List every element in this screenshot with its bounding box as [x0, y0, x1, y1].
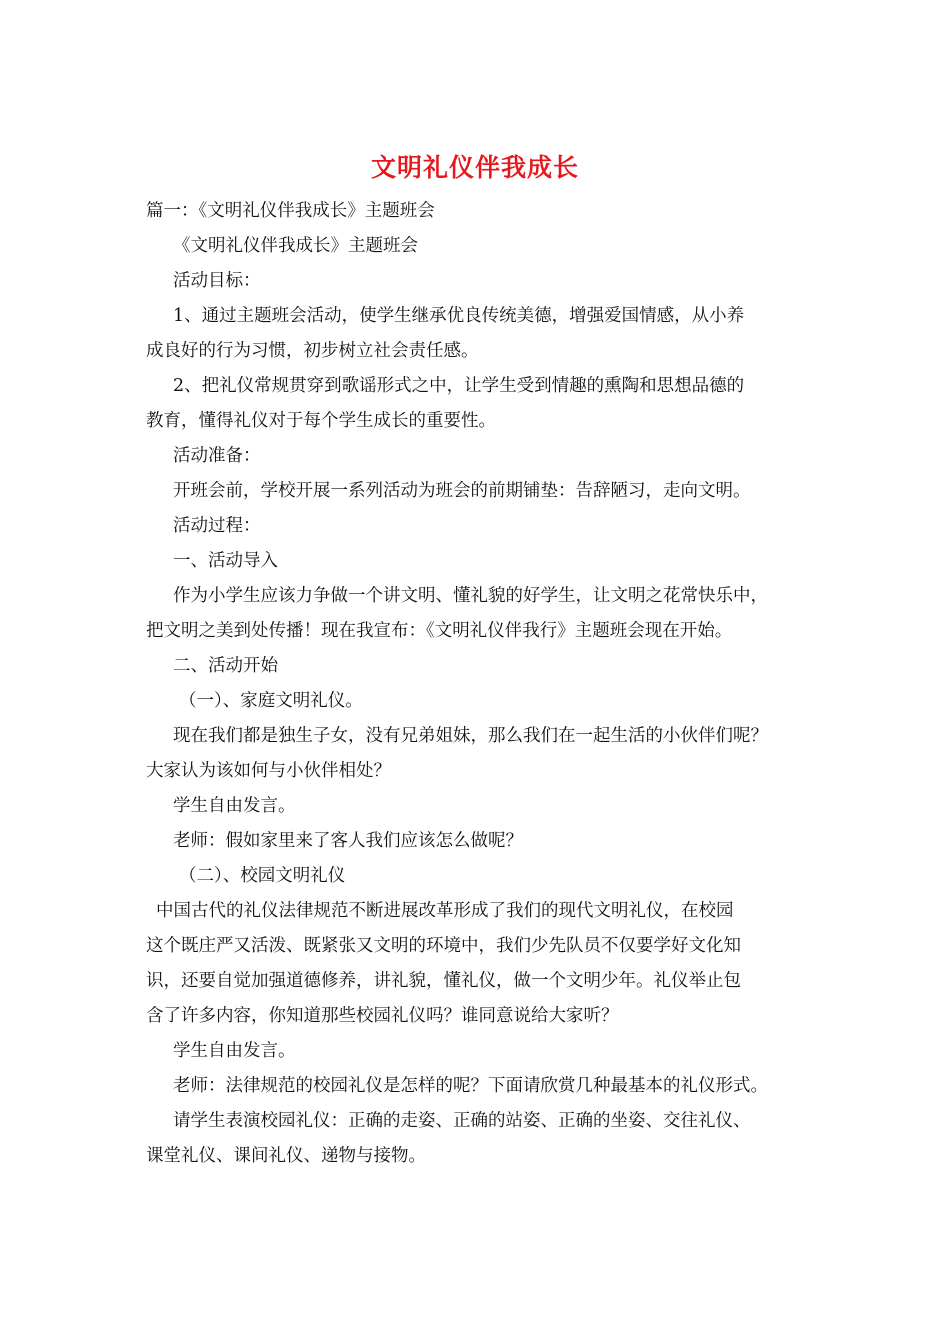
paragraph-line: 大家认为该如何与小伙伴相处？: [146, 761, 391, 781]
paragraph-line: 开班会前，学校开展一系列活动为班会的前期铺垫：告辞陋习，走向文明。: [173, 481, 751, 501]
paragraph-line: 学生自由发言。: [173, 796, 296, 816]
paragraph-line: 一、活动导入: [173, 551, 278, 571]
paragraph-line: 这个既庄严又活泼、既紧张又文明的环境中，我们少先队员不仅要学好文化知: [146, 936, 741, 956]
paragraph-line: 2、把礼仪常规贯穿到歌谣形式之中，让学生受到情趣的熏陶和思想品德的: [173, 376, 745, 396]
paragraph-line: 识，还要自觉加强道德修养，讲礼貌，懂礼仪，做一个文明少年。礼仪举止包: [146, 971, 741, 991]
paragraph-line: （一）、家庭文明礼仪。: [179, 691, 363, 711]
document-body: [146, 194, 836, 1174]
paragraph-line: 学生自由发言。: [173, 1041, 296, 1061]
paragraph-line: 1、通过主题班会活动，使学生继承优良传统美德，增强爱国情感，从小养: [173, 306, 745, 326]
document-title: 文明礼仪伴我成长: [370, 153, 579, 182]
section-heading: 篇一：《文明礼仪伴我成长》主题班会: [146, 201, 435, 221]
paragraph-line: 老师：假如家里来了客人我们应该怎么做呢？: [173, 831, 523, 851]
paragraph-line: 把文明之美到处传播！现在我宣布：《文明礼仪伴我行》主题班会现在开始。: [146, 621, 733, 641]
paragraph-line: 二、活动开始: [173, 656, 278, 676]
subtitle-line: 《文明礼仪伴我成长》主题班会: [173, 236, 418, 256]
paragraph-line: 课堂礼仪、课间礼仪、递物与接物。: [146, 1146, 426, 1166]
paragraph-line: 含了许多内容，你知道那些校园礼仪吗？谁同意说给大家听？: [146, 1006, 619, 1026]
paragraph-line: 老师：法律规范的校园礼仪是怎样的呢？下面请欣赏几种最基本的礼仪形式。: [173, 1076, 768, 1096]
paragraph-line: 作为小学生应该力争做一个讲文明、懂礼貌的好学生，让文明之花常快乐中，: [173, 586, 768, 606]
paragraph-line: 请学生表演校园礼仪：正确的走姿、正确的站姿、正确的坐姿、交往礼仪、: [173, 1111, 751, 1131]
paragraph-line: 活动目标：: [173, 271, 261, 291]
paragraph-line: （二）、校园文明礼仪: [179, 866, 346, 886]
paragraph-line: 活动准备：: [173, 446, 261, 466]
paragraph-line: 教育，懂得礼仪对于每个学生成长的重要性。: [146, 411, 496, 431]
paragraph-line: 中国古代的礼仪法律规范不断进展改革形成了我们的现代文明礼仪，在校园: [156, 901, 734, 921]
paragraph-line: 现在我们都是独生子女，没有兄弟姐妹，那么我们在一起生活的小伙伴们呢？: [173, 726, 768, 746]
paragraph-line: 活动过程：: [173, 516, 261, 536]
paragraph-line: 成良好的行为习惯，初步树立社会责任感。: [146, 341, 479, 361]
